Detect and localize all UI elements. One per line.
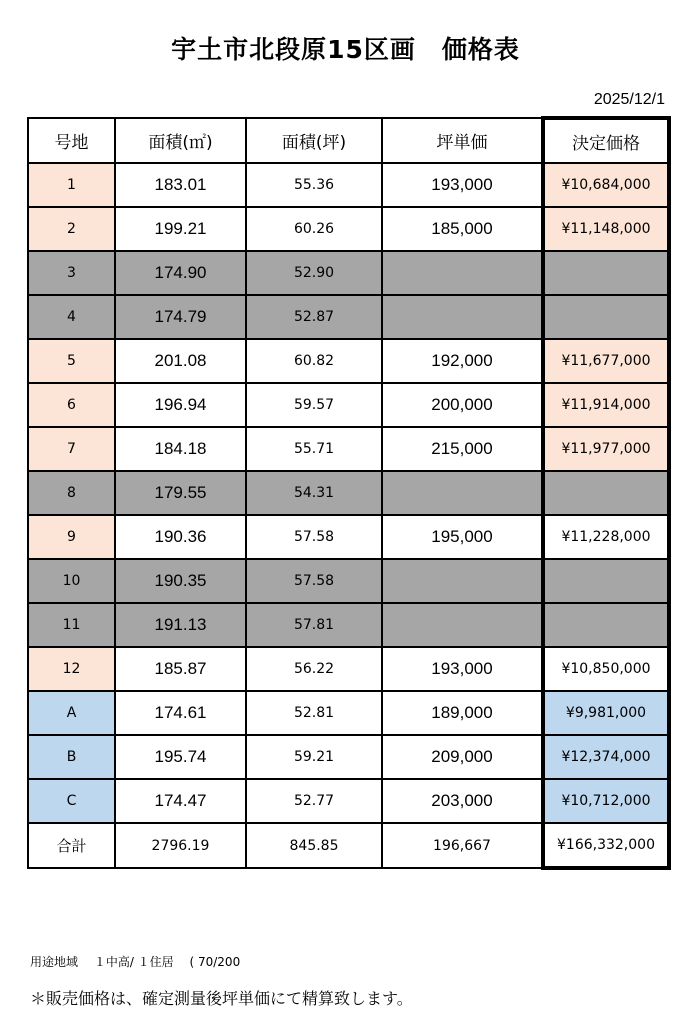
table-row — [28, 207, 669, 251]
total-area-sqm: 2796.19 — [115, 823, 246, 868]
header-area-sqm: 面積(㎡) — [115, 118, 246, 163]
unit-price: 189,000 — [382, 691, 543, 735]
lot-number: B — [28, 735, 115, 779]
lot-number: 10 — [28, 559, 115, 603]
unit-price: 195,000 — [382, 515, 543, 559]
lot-number: 4 — [28, 295, 115, 339]
unit-price: 193,000 — [382, 163, 543, 207]
area-tsubo: 52.90 — [246, 251, 382, 295]
lot-number: 8 — [28, 471, 115, 515]
final-price — [543, 251, 669, 295]
lot-number: 1 — [28, 163, 115, 207]
unit-price: 215,000 — [382, 427, 543, 471]
lot-number: 5 — [28, 339, 115, 383]
area-sqm: 195.74 — [115, 735, 246, 779]
unit-price: 203,000 — [382, 779, 543, 823]
area-tsubo: 60.82 — [246, 339, 382, 383]
table-row — [28, 295, 669, 339]
area-sqm: 184.18 — [115, 427, 246, 471]
area-sqm: 174.90 — [115, 251, 246, 295]
total-unit-price: 196,667 — [382, 823, 543, 868]
area-sqm: 174.47 — [115, 779, 246, 823]
table-row — [28, 559, 669, 603]
area-sqm: 174.79 — [115, 295, 246, 339]
area-sqm: 191.13 — [115, 603, 246, 647]
area-sqm: 201.08 — [115, 339, 246, 383]
final-price: ¥9,981,000 — [543, 691, 669, 735]
final-price: ¥11,677,000 — [543, 339, 669, 383]
final-price: ¥10,850,000 — [543, 647, 669, 691]
area-sqm: 190.36 — [115, 515, 246, 559]
total-price: ¥166,332,000 — [543, 823, 669, 868]
area-tsubo: 52.81 — [246, 691, 382, 735]
area-tsubo: 52.77 — [246, 779, 382, 823]
unit-price: 192,000 — [382, 339, 543, 383]
area-sqm: 174.61 — [115, 691, 246, 735]
price-date: 2025/12/1 — [593, 91, 665, 108]
table-row — [28, 471, 669, 515]
unit-price — [382, 251, 543, 295]
final-price: ¥10,684,000 — [543, 163, 669, 207]
area-tsubo: 57.58 — [246, 559, 382, 603]
zoning-info: 用途地域 １中高/ １住居 ( 70/200 — [30, 955, 241, 969]
table-row — [28, 647, 669, 691]
lot-number: 11 — [28, 603, 115, 647]
area-tsubo: 55.36 — [246, 163, 382, 207]
area-sqm: 185.87 — [115, 647, 246, 691]
total-label: 合計 — [28, 823, 115, 868]
lot-number: 2 — [28, 207, 115, 251]
area-tsubo: 60.26 — [246, 207, 382, 251]
header-final-price: 決定価格 — [543, 118, 669, 163]
final-price: ¥10,712,000 — [543, 779, 669, 823]
area-tsubo: 54.31 — [246, 471, 382, 515]
unit-price: 193,000 — [382, 647, 543, 691]
area-sqm: 196.94 — [115, 383, 246, 427]
unit-price — [382, 603, 543, 647]
final-price: ¥11,148,000 — [543, 207, 669, 251]
final-price: ¥11,977,000 — [543, 427, 669, 471]
lot-number: 7 — [28, 427, 115, 471]
table-row — [28, 163, 669, 207]
total-area-tsubo: 845.85 — [246, 823, 382, 868]
final-price — [543, 559, 669, 603]
area-sqm: 199.21 — [115, 207, 246, 251]
table-row — [28, 251, 669, 295]
header-row — [28, 118, 669, 163]
area-tsubo: 56.22 — [246, 647, 382, 691]
area-sqm: 183.01 — [115, 163, 246, 207]
unit-price — [382, 471, 543, 515]
page-title: 宇土市北段原15区画 価格表 — [171, 35, 520, 64]
lot-number: C — [28, 779, 115, 823]
area-tsubo: 57.81 — [246, 603, 382, 647]
lot-number: 6 — [28, 383, 115, 427]
unit-price: 200,000 — [382, 383, 543, 427]
header-area-tsubo: 面積(坪) — [246, 118, 382, 163]
price-table — [27, 116, 671, 870]
area-tsubo: 55.71 — [246, 427, 382, 471]
final-price: ¥12,374,000 — [543, 735, 669, 779]
area-tsubo: 59.57 — [246, 383, 382, 427]
unit-price — [382, 559, 543, 603]
area-tsubo: 57.58 — [246, 515, 382, 559]
lot-number: A — [28, 691, 115, 735]
final-price: ¥11,228,000 — [543, 515, 669, 559]
lot-number: 12 — [28, 647, 115, 691]
lot-number: 3 — [28, 251, 115, 295]
final-price — [543, 295, 669, 339]
table-row — [28, 691, 669, 735]
table-row — [28, 735, 669, 779]
table-row — [28, 515, 669, 559]
table-row — [28, 603, 669, 647]
table-row — [28, 779, 669, 823]
table-row — [28, 339, 669, 383]
final-price: ¥11,914,000 — [543, 383, 669, 427]
table-row — [28, 427, 669, 471]
lot-number: 9 — [28, 515, 115, 559]
unit-price — [382, 295, 543, 339]
header-unit-price: 坪単価 — [382, 118, 543, 163]
unit-price: 209,000 — [382, 735, 543, 779]
header-lot: 号地 — [28, 118, 115, 163]
area-tsubo: 52.87 — [246, 295, 382, 339]
area-sqm: 179.55 — [115, 471, 246, 515]
area-sqm: 190.35 — [115, 559, 246, 603]
unit-price: 185,000 — [382, 207, 543, 251]
settlement-note: ＊販売価格は、確定測量後坪単価にて精算致します。 — [30, 989, 413, 1008]
final-price — [543, 471, 669, 515]
area-tsubo: 59.21 — [246, 735, 382, 779]
final-price — [543, 603, 669, 647]
table-row — [28, 383, 669, 427]
total-row — [28, 823, 669, 868]
